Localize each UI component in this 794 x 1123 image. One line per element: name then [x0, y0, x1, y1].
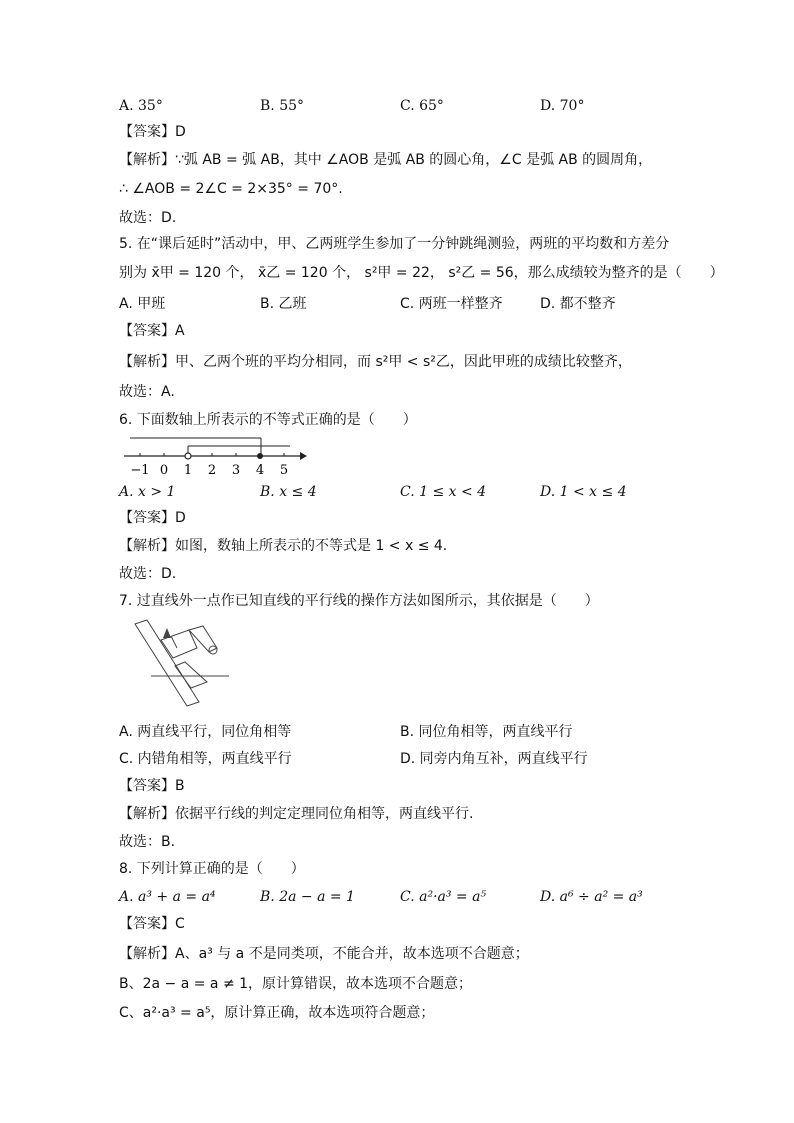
q7-option-a: A. 两直线平行，同位角相等: [119, 724, 292, 740]
q7-analysis: 【解析】依据平行线的判定定理同位角相等，两直线平行.: [119, 806, 474, 822]
axis-arrow: [300, 452, 307, 460]
axis-label-0: 0: [159, 463, 169, 478]
axis-label-1: 1: [183, 463, 193, 478]
q5-option-b: B. 乙班: [260, 296, 307, 312]
q8-answer: 【答案】C: [119, 916, 185, 932]
q8-option-b: B. 2a − a = 1: [260, 889, 355, 905]
q5-analysis: 【解析】甲、乙两个班的平均分相同，而 s²甲 < s²乙，因此甲班的成绩比较整齐，: [119, 354, 632, 370]
q4-option-d: D. 70°: [540, 98, 585, 114]
set-square-upper-inner: [171, 636, 177, 648]
q7-option-b: B. 同位角相等，两直线平行: [400, 724, 573, 740]
q8-option-a: A. a³ + a = a⁴: [119, 889, 216, 905]
q6-option-a: A. x > 1: [119, 484, 176, 500]
arrow-marker: [163, 628, 171, 638]
number-line-figure: [118, 432, 308, 478]
parallel-line-construction-figure: [125, 618, 235, 708]
q7-answer: 【答案】B: [119, 778, 185, 794]
q5-stem-line-1: 5. 在“课后延时”活动中，甲、乙两班学生参加了一分钟跳绳测验，两班的平均数和方差分: [119, 236, 670, 252]
q5-option-d: D. 都不整齐: [540, 296, 616, 312]
q4-analysis-line-1: 【解析】∵弧 AB = 弧 AB，其中 ∠AOB 是弧 AB 的圆心角，∠C 是弧 AB 的圆周角，: [119, 152, 653, 168]
set-square-lower: [175, 662, 207, 688]
q6-choice: 故选：D.: [119, 566, 177, 582]
q4-option-b: B. 55°: [260, 98, 305, 114]
q6-option-b: B. x ≤ 4: [260, 484, 317, 500]
q7-option-c: C. 内错角相等，两直线平行: [119, 751, 292, 767]
q8-stem: 8. 下列计算正确的是（ ）: [119, 861, 305, 877]
q8-option-c: C. a²·a³ = a⁵: [400, 889, 487, 905]
axis-label-neg1: −1: [130, 463, 150, 478]
q7-choice: 故选：B.: [119, 834, 176, 850]
q7-option-d: D. 同旁内角互补，两直线平行: [400, 751, 588, 767]
q5-option-c: C. 两班一样整齐: [400, 296, 503, 312]
axis-label-5: 5: [279, 463, 289, 478]
q8-analysis-a: 【解析】A、a³ 与 a 不是同类项，不能合并，故本选项不合题意；: [119, 946, 529, 962]
q6-analysis: 【解析】如图，数轴上所表示的不等式是 1 < x ≤ 4.: [119, 538, 448, 554]
q5-answer: 【答案】A: [119, 323, 185, 339]
q5-stem-line-2: 别为 x̄甲 = 120 个， x̄乙 = 120 个， s²甲 = 22， s²乙 = 56，那么成绩较为整齐的是（ ）: [119, 265, 724, 281]
q4-answer: 【答案】D: [119, 124, 186, 140]
open-circle-at-1: [185, 453, 191, 459]
q5-option-a: A. 甲班: [119, 296, 166, 312]
q6-stem: 6. 下面数轴上所表示的不等式正确的是（ ）: [119, 412, 417, 428]
q6-answer: 【答案】D: [119, 510, 186, 526]
q7-stem: 7. 过直线外一点作已知直线的平行线的操作方法如图所示，其依据是（ ）: [119, 593, 599, 609]
q4-analysis-line-2: ∴ ∠AOB = 2∠C = 2×35° = 70°.: [119, 181, 343, 197]
q6-option-d: D. 1 < x ≤ 4: [540, 484, 627, 500]
q4-choice: 故选：D.: [119, 210, 177, 226]
q4-option-a: A. 35°: [119, 98, 163, 114]
axis-label-4: 4: [255, 463, 265, 478]
q8-option-d: D. a⁶ ÷ a² = a³: [540, 889, 643, 905]
q4-option-c: C. 65°: [400, 98, 444, 114]
q5-choice: 故选：A.: [119, 384, 175, 400]
q6-option-c: C. 1 ≤ x < 4: [400, 484, 487, 500]
axis-label-2: 2: [207, 463, 217, 478]
axis-label-3: 3: [231, 463, 241, 478]
solid-dot-at-4: [257, 453, 263, 459]
q8-analysis-c: C、a²·a³ = a⁵，原计算正确，故本选项符合题意；: [119, 1005, 435, 1021]
q8-analysis-b: B、2a − a = a ≠ 1，原计算错误，故本选项不合题意；: [119, 976, 473, 992]
